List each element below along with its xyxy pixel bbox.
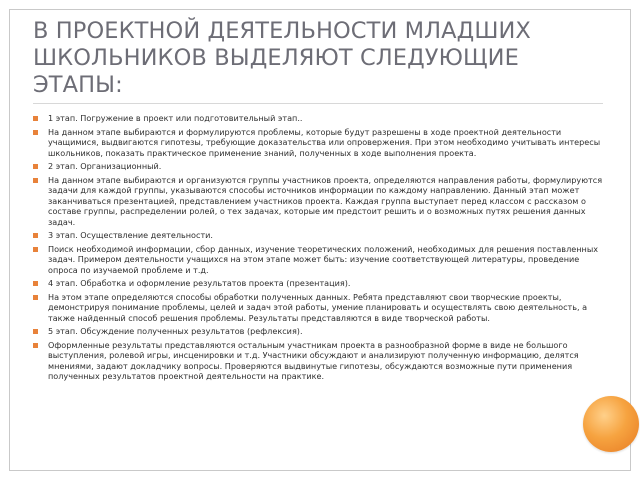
square-bullet-icon [33, 178, 38, 183]
list-item [33, 278, 603, 289]
square-bullet-icon [33, 130, 38, 135]
square-bullet-icon [33, 343, 38, 348]
stage-list [33, 113, 603, 385]
list-item-text: На данном этапе выбираются и формулируются проблемы, которые будут разрешены в ходе проектной деятельности учащимися, выдвигаются гипотезы, требующие доказательства или опровержения. При этом необходимо учитывать интересы школьников, показать практическое применение знаний, полученных в ходе выполнения проекта. [48, 126, 601, 158]
orange-circle-decoration [583, 396, 639, 452]
slide-title: В ПРОЕКТНОЙ ДЕЯТЕЛЬНОСТИ МЛАДШИХ ШКОЛЬНИКОВ ВЫДЕЛЯЮТ СЛЕДУЮЩИЕ ЭТАПЫ: [33, 18, 531, 98]
square-bullet-icon [33, 116, 38, 121]
list-item-text: Поиск необходимой информации, сбор данных, изучение теоретических положений, необходимых для решения поставленных задач. Примером деятельности учащихся на этом этапе может быть: изучение соответствующей литературы, проведение опроса по изучаемой проблеме и т.д. [48, 243, 598, 275]
list-item [33, 127, 603, 159]
square-bullet-icon [33, 247, 38, 252]
list-item-text: 2 этап. Организационный. [48, 161, 162, 171]
list-item [33, 244, 603, 276]
list-item-text: 4 этап. Обработка и оформление результатов проекта (презентация). [48, 278, 351, 288]
square-bullet-icon [33, 329, 38, 334]
square-bullet-icon [33, 164, 38, 169]
list-item [33, 161, 603, 172]
square-bullet-icon [33, 233, 38, 238]
list-item-text: Оформленные результаты представляются остальным участникам проекта в разнообразной форме в виде не большого выступления, ролевой игры, инсценировки и т.д. Участники обсуждают и анализируют полученную информацию, делятся мнениями, задают докладчику вопросы. Проверяются выдвинутые гипотезы, обсуждаются возможные пути применения полученных результатов проектной деятельности на практике. [48, 339, 579, 381]
title-divider [33, 103, 603, 104]
list-item-text: 1 этап. Погружение в проект или подготовительный этап.. [48, 113, 303, 123]
square-bullet-icon [33, 281, 38, 286]
list-item [33, 175, 603, 228]
list-item-text: 3 этап. Осуществление деятельности. [48, 230, 214, 240]
list-item-text: На этом этапе определяются способы обработки полученных данных. Ребята представляют свои творческие проекты, демонстрируя понимание проблемы, целей и задач этой работы, умение планировать и осуществлять свою деятельность, а также найденный способ решения проблемы. Результаты представляются в виде творческой работы. [48, 291, 588, 323]
list-item [33, 326, 603, 337]
square-bullet-icon [33, 295, 38, 300]
list-item-text: 5 этап. Обсуждение полученных результатов (рефлексия). [48, 326, 303, 336]
list-item [33, 230, 603, 241]
list-item [33, 340, 603, 382]
list-item [33, 113, 603, 124]
list-item [33, 292, 603, 324]
list-item-text: На данном этапе выбираются и организуются группы участников проекта, определяются направления работы, формулируются задачи для каждой группы, указываются способы источников информации по каждому направлению. Данный этап может заканчиваться презентацией, представлением участников проекта. Каждая группа выступает перед классом с рассказом о составе группы, распределении ролей, о тех задачах, которые им предстоит решить и о возможных путях решения данных задач. [48, 174, 603, 227]
